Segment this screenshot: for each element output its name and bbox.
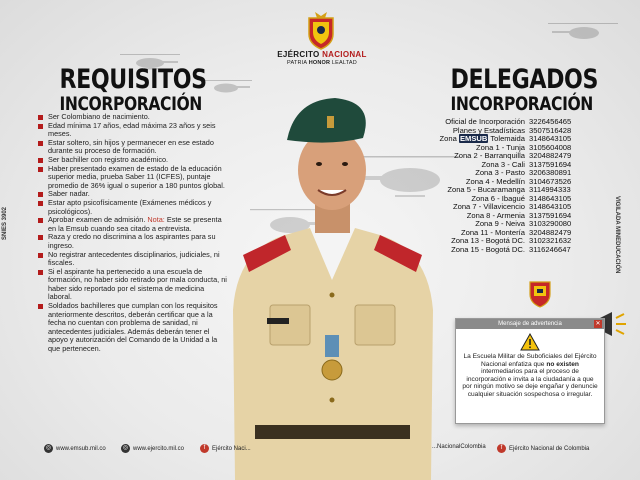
table-row: Zona 3 - Cali 3137591694 xyxy=(481,159,572,169)
delegates-heading: DELEGADOS INCORPORACIÓN xyxy=(450,64,598,115)
table-row: Zona 8 - Armenia 3137591694 xyxy=(466,210,572,220)
vigilada-label: VIGILADA MINEDUCACIÓN xyxy=(614,196,620,274)
table-row: Zona 9 - Neiva 3103290080 xyxy=(475,219,572,228)
table-row: Zona 3 - Pasto 3206380891 xyxy=(475,168,572,177)
warning-dialog-title: Mensaje de advertencia xyxy=(456,319,604,329)
list-item: Raza y credo no discrimina a los aspirantes para su ingreso. xyxy=(38,233,228,250)
requirements-heading: REQUISITOS INCORPORACIÓN xyxy=(59,64,207,115)
table-row: Zona 2 - Barranquilla 3204882479 xyxy=(454,151,572,160)
list-item: Si el aspirante ha pertenecido a una escuela de formación, no haber sido retirado por mala conducta, ni haber sido reportado por el sistema de medicina laboral. xyxy=(38,268,228,302)
globe-icon: ◎ xyxy=(45,445,52,451)
list-item: Haber presentado examen de estado de la educación superior media, prueba Saber 11 (ICFES), puntaje promedio de 36% igual o superior a 180 puntos global. xyxy=(38,165,228,191)
close-icon[interactable]: ✕ xyxy=(595,321,601,327)
table-row: Zona 13 - Bogotá DC. 3102321632 xyxy=(451,236,572,245)
list-item: Ser bachiller con registro académico. xyxy=(38,156,228,165)
table-row: Zona 7 - Villavicencio 3148643105 xyxy=(452,202,572,211)
table-row: Zona 1 - Tunja 3105604008 xyxy=(476,142,572,152)
helicopter-icon xyxy=(548,20,618,46)
list-item: Soldados bachilleres que cumplan con los requisitos anteriormente descritos, deberán certificar que a la fecha no cuentan con problema de sanidad, ni antecedentes judiciales. Además deberán tener el apoyo y autorización del Comando de la Unidad a la que pertenecen. xyxy=(38,302,228,354)
globe-icon: ◎ xyxy=(122,445,129,451)
list-item: Ser Colombiano de nacimiento. xyxy=(38,113,228,122)
list-item: No registrar antecedentes disciplinarios, judiciales, ni fiscales. xyxy=(38,251,228,268)
table-row: Oficial de Incorporación 3226456465 xyxy=(445,117,572,126)
snies-label: SNIES 3902 xyxy=(2,206,8,240)
list-item: Estar apto psicofísicamente (Exámenes médicos y psicológicos). xyxy=(38,199,228,216)
footer-site-emsub[interactable]: ◎ www.emsub.mil.co xyxy=(45,445,106,452)
soldier-illustration xyxy=(215,80,450,480)
footer-facebook-2[interactable]: f Ejército Nacional de Colombia xyxy=(497,444,589,453)
list-item: Edad mínima 17 años, edad máxima 23 años y seis meses. xyxy=(38,122,228,139)
table-row: Zona 6 - Ibagué 3148643105 xyxy=(471,193,572,203)
footer-social[interactable]: ...NacionalColombia xyxy=(432,444,486,450)
emsub-badge: EMSUB xyxy=(459,134,488,143)
table-row: Zona 11 - Montería 3204882479 xyxy=(460,227,572,237)
list-item: Estar soltero, sin hijos y permanecer en ese estado durante su proceso de formación. xyxy=(38,139,228,156)
list-item: Saber nadar. xyxy=(38,190,228,199)
brand-motto: PATRIA HONOR LEALTAD xyxy=(287,60,357,66)
table-row: Zona 15 - Bogotá DC. 3116246647 xyxy=(451,244,571,254)
footer-facebook-1[interactable]: f Ejército Naci... xyxy=(200,444,251,453)
footer-site-ejercito[interactable]: ◎ www.ejercito.mil.co xyxy=(122,445,185,452)
list-item-exam: Aprobar examen de admisión. Nota: Este se presenta en la Emsub cuando sea citado a entrevista. xyxy=(38,216,228,233)
army-crest-logo xyxy=(305,10,337,50)
delegates-table xyxy=(419,118,609,254)
table-row-emsub: Zona EMSUB Tolemaida 3148643105 xyxy=(439,134,572,143)
warning-message: La Escuela Militar de Suboficiales del Ejército Nacional enfatiza que no existen intermediarios para el proceso de incorporación e invita a la ciudadanía a que por ningún motivo se deje engañar y denuncie cualquier situación sospechosa o irregular. xyxy=(462,353,598,398)
requirements-list xyxy=(38,113,228,354)
facebook-icon: f xyxy=(200,444,209,453)
footer xyxy=(0,440,640,458)
facebook-icon: f xyxy=(497,444,506,453)
emsub-shield-logo xyxy=(528,278,552,308)
warning-dialog xyxy=(455,318,605,424)
table-row: Planes y Estadísticas 3507516428 xyxy=(452,125,572,135)
brand-title: EJÉRCITO NACIONAL xyxy=(277,50,367,59)
table-row: Zona 4 - Medellín 3104673526 xyxy=(465,176,572,186)
table-row: Zona 5 - Bucaramanga 3114994333 xyxy=(447,185,571,194)
warning-icon xyxy=(520,333,540,351)
